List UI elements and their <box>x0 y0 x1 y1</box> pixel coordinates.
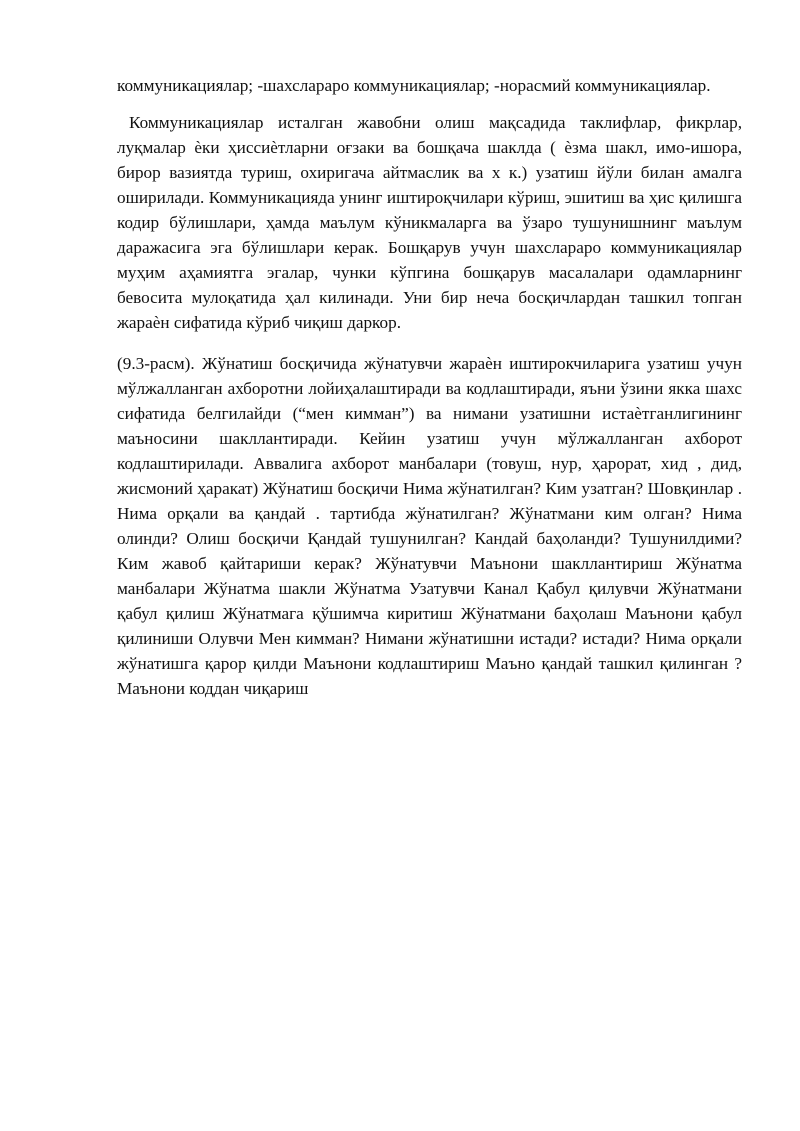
document-page <box>117 73 742 701</box>
paragraph-sending-stage: (9.3-расм). Жўнатиш босқичида жўнатувчи жараѐн иштирокчиларига узатиш учун мўлжалланган ахборотни лойиҳалаштиради ва кодлаштиради, яъни ўзини якка шахс сифатида белгилайди (“мен кимман”) ва нимани узатишни истаѐтганлигининг маъносини шакллантиради. Кейин узатиш учун мўлжалланган ахборот кодлаштирилади. Аввалига ахборот манбалари (товуш, нур, ҳарорат, хид , дид, жисмоний ҳаракат) Жўнатиш босқичи Нима жўнатилган? Ким узатган? Шовқинлар . Нима орқали ва қандай . тартибда жўнатилган? Жўнатмани ким олган? Нима олинди? Олиш босқичи Қандай тушунилган? Кандай баҳоланди? Тушунилдими? Ким жавоб қайтариши керак? Жўнатувчи Маънони шакллантириш Жўнатма манбалари Жўнатма шакли Жўнатма Узатувчи Канал Қабул қилувчи Жўнатмани қабул қилиш Жўнатмага қўшимча киритиш Жўнатмани баҳолаш Маънони қабул қилиниши Олувчи Мен кимман? Нимани жўнатишни истади? истади? Нима орқали жўнатишга қарор қилди Маънони кодлаштириш Маъно қандай ташкил қилинган ? Маънони коддан чиқариш <box>117 354 742 698</box>
paragraph-communication-types: коммуникациялар; -шахслараро коммуникациялар; -норасмий коммуникациялар. <box>117 76 711 95</box>
paragraph-communication-definition: Коммуникациялар исталган жавобни олиш мақсадида таклифлар, фикрлар, луқмалар ѐки ҳиссиѐтларни оғзаки ва бошқача шаклда ( ѐзма шакл, имо-ишора, бирор вазиятда туриш, охиригача айтмаслик ва х к.) узатиш йўли билан амалга оширилади. Коммуникацияда унинг иштироқчилари кўриш, эшитиш ва ҳис қилишга кодир бўлишлари, ҳамда маълум кўникмаларга ва ўзаро тушунишнинг маълум даражасига эга бўлишлари керак. Бошқарув учун шахслараро коммуникациялар муҳим аҳамиятга эгалар, чунки кўпгина бошқарув масалалари одамларнинг бевосита мулоқатида ҳал килинади. Уни бир неча босқичлардан ташкил топган жараѐн сифатида кўриб чиқиш даркор. <box>117 113 742 332</box>
